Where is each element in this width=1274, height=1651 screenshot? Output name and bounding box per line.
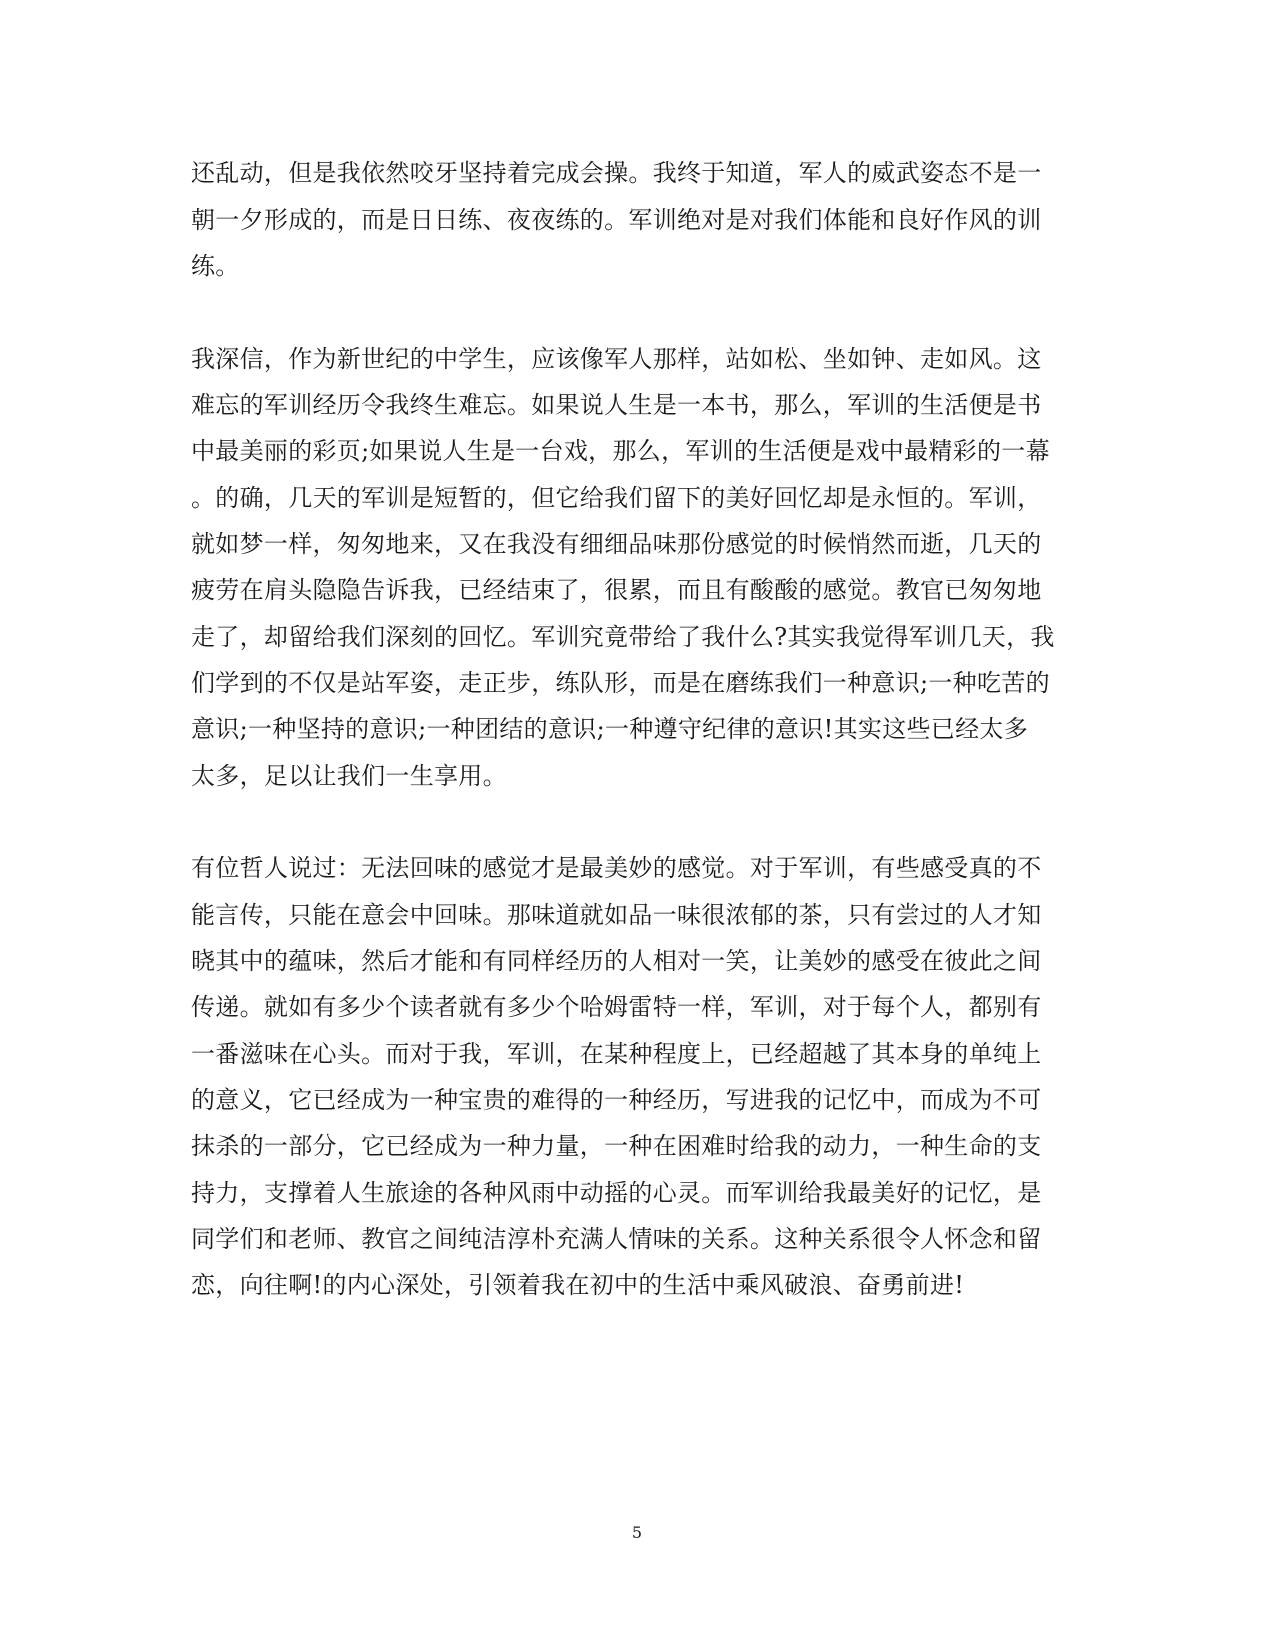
text-line: 我深信，作为新世纪的中学生，应该像军人那样，站如松、坐如钟、走如风。这	[191, 345, 1042, 373]
text-line: 同学们和老师、教官之间纯洁淳朴充满人情味的关系。这种关系很令人怀念和留	[191, 1225, 1042, 1253]
text-line: 难忘的军训经历令我终生难忘。如果说人生是一本书，那么，军训的生活便是书	[191, 391, 1042, 419]
text-line: 还乱动，但是我依然咬牙坚持着完成会操。我终于知道，军人的威武姿态不是一	[191, 159, 1042, 187]
text-line: 的意义，它已经成为一种宝贵的难得的一种经历，写进我的记忆中，而成为不可	[191, 1086, 1042, 1114]
text-line: 晓其中的蕴味，然后才能和有同样经历的人相对一笑，让美妙的感受在彼此之间	[191, 947, 1042, 975]
text-line: 一番滋味在心头。而对于我，军训，在某种程度上，已经超越了其本身的单纯上	[191, 1040, 1042, 1068]
text-line: 疲劳在肩头隐隐告诉我，已经结束了，很累，而且有酸酸的感觉。教官已匆匆地	[191, 576, 1042, 604]
text-line: 抹杀的一部分，它已经成为一种力量，一种在困难时给我的动力，一种生命的支	[191, 1132, 1042, 1160]
text-line: 们学到的不仅是站军姿，走正步，练队形，而是在磨练我们一种意识;一种吃苦的	[191, 669, 1050, 697]
text-line: 走了，却留给我们深刻的回忆。军训究竟带给了我什么?其实我觉得军训几天，我	[191, 623, 1055, 651]
text-line: 就如梦一样，匆匆地来，又在我没有细细品味那份感觉的时候悄然而逝，几天的	[191, 530, 1042, 558]
text-line: 。的确，几天的军训是短暂的，但它给我们留下的美好回忆却是永恒的。军训，	[191, 484, 1042, 512]
text-line: 朝一夕形成的，而是日日练、夜夜练的。军训绝对是对我们体能和良好作风的训	[191, 206, 1042, 234]
page-number: 5	[631, 1523, 643, 1542]
text-line: 练。	[191, 252, 240, 280]
text-line: 意识;一种坚持的意识;一种团结的意识;一种遵守纪律的意识!其实这些已经太多	[191, 715, 1028, 743]
text-line: 太多，足以让我们一生享用。	[191, 762, 507, 790]
text-line: 传递。就如有多少个读者就有多少个哈姆雷特一样，军训，对于每个人，都别有	[191, 993, 1042, 1021]
text-line: 能言传，只能在意会中回味。那味道就如品一味很浓郁的茶，只有尝过的人才知	[191, 901, 1042, 929]
text-line: 恋，向往啊!的内心深处，引领着我在初中的生活中乘风破浪、奋勇前进!	[191, 1271, 965, 1299]
text-line: 持力，支撑着人生旅途的各种风雨中动摇的心灵。而军训给我最美好的记忆，是	[191, 1179, 1042, 1207]
text-line: 有位哲人说过：无法回味的感觉才是最美妙的感觉。对于军训，有些感受真的不	[191, 854, 1042, 882]
text-line: 中最美丽的彩页;如果说人生是一台戏，那么，军训的生活便是戏中最精彩的一幕	[191, 437, 1050, 465]
